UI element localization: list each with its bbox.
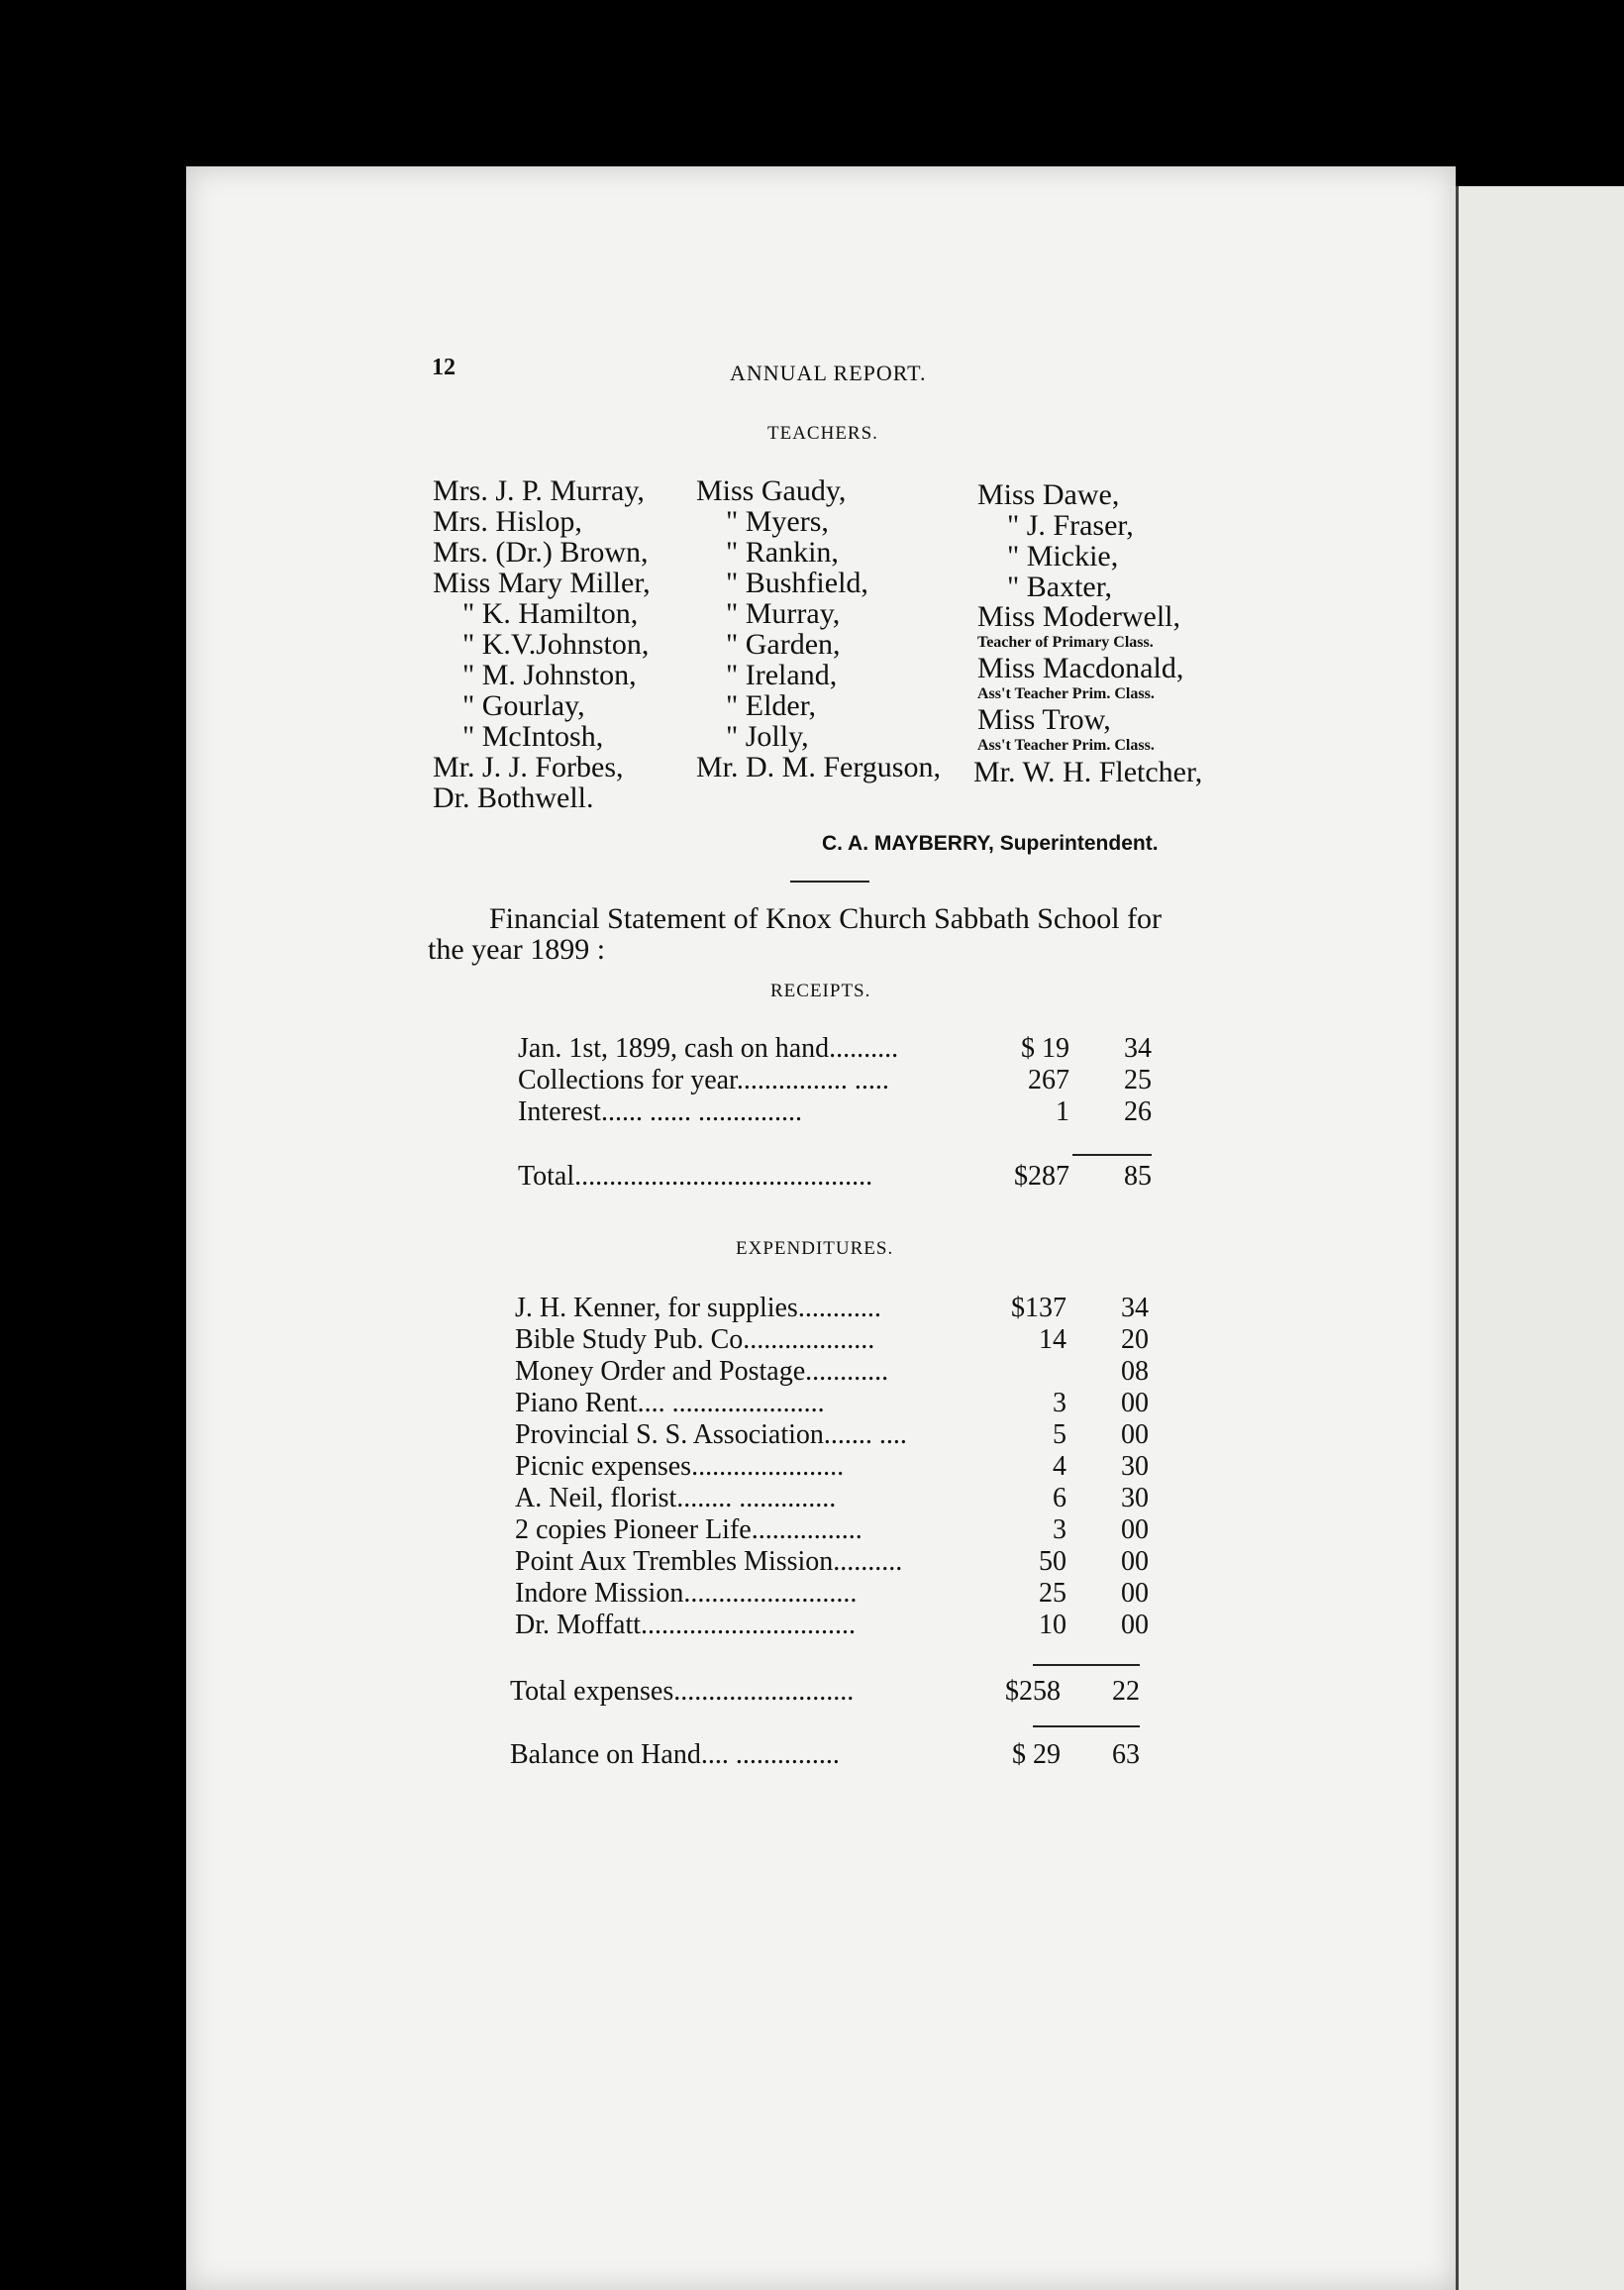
total-cents: 85	[1124, 1161, 1152, 1192]
teachers-column-1	[433, 475, 651, 813]
expenses-total-rule	[1033, 1664, 1140, 1666]
teacher-role: Teacher of Primary Class.	[977, 634, 1154, 651]
expenses-total	[510, 1676, 1140, 1708]
expenditure-cents: 20	[1121, 1324, 1149, 1355]
teacher-name: " Mickie,	[1007, 540, 1119, 572]
expenditures-heading: EXPENDITURES.	[736, 1238, 894, 1259]
teacher-name: " Elder,	[726, 689, 817, 722]
receipt-row	[518, 1065, 1152, 1096]
financial-intro-line-1: Financial Statement of Knox Church Sabbath School for	[489, 902, 1163, 935]
total-label: Total...........................................	[518, 1161, 873, 1192]
expenses-total-dollars: $258	[1005, 1676, 1061, 1707]
expenditure-row	[515, 1610, 1149, 1641]
expenses-total-label: Total expenses..........................	[510, 1676, 855, 1707]
teachers-column-2	[696, 475, 941, 782]
receipt-dollars: 267	[1028, 1065, 1069, 1095]
expenditure-dollars: 6	[1053, 1483, 1066, 1513]
expenditure-label: Picnic expenses......................	[515, 1451, 845, 1482]
expenditure-label: Piano Rent.... ......................	[515, 1388, 825, 1418]
receipts-heading: RECEIPTS.	[770, 981, 871, 1001]
expenditure-row	[515, 1451, 1149, 1483]
running-head: ANNUAL REPORT.	[730, 361, 927, 385]
right-page-edge	[1456, 186, 1624, 2290]
receipt-label: Collections for year................ .....	[518, 1065, 889, 1095]
teachers-heading: TEACHERS.	[767, 423, 878, 444]
teachers-column-3	[973, 478, 1203, 788]
teacher-name: " K.V.Johnston,	[462, 628, 650, 661]
expenditure-row	[515, 1419, 1149, 1451]
teacher-name: Miss Gaudy,	[696, 474, 847, 507]
receipt-cents: 25	[1124, 1065, 1152, 1095]
teacher-name: Mrs. J. P. Murray,	[433, 474, 645, 507]
expenditure-label: Bible Study Pub. Co...................	[515, 1324, 875, 1355]
teacher-name: Mrs. (Dr.) Brown,	[433, 536, 649, 569]
teacher-name: Miss Mary Miller,	[433, 567, 651, 599]
balance-label: Balance on Hand.... ...............	[510, 1739, 840, 1770]
teacher-name: " Myers,	[726, 505, 829, 538]
receipt-row	[518, 1033, 1152, 1065]
balance	[510, 1739, 1140, 1771]
section-divider	[790, 881, 869, 883]
teacher-name: " M. Johnston,	[462, 659, 637, 691]
expenditure-dollars: 3	[1053, 1388, 1066, 1418]
expenditure-dollars: $137	[1011, 1293, 1066, 1323]
expenditure-cents: 00	[1121, 1578, 1149, 1609]
teacher-name: Miss Macdonald,	[977, 652, 1184, 684]
superintendent-signature: C. A. MAYBERRY, Superintendent.	[822, 832, 1159, 855]
expenditure-row	[515, 1388, 1149, 1419]
teacher-name: " Baxter,	[1007, 571, 1113, 603]
teacher-name: " K. Hamilton,	[462, 597, 639, 630]
expenditure-label: Money Order and Postage............	[515, 1356, 889, 1387]
page-number: 12	[432, 355, 456, 380]
expenses-total-cents: 22	[1112, 1676, 1140, 1707]
expenditure-row	[515, 1578, 1149, 1610]
receipts-total	[518, 1161, 1152, 1193]
expenditure-dollars: 3	[1053, 1514, 1066, 1545]
balance-dollars: $ 29	[1012, 1739, 1061, 1770]
receipts-total-rule	[1072, 1154, 1152, 1156]
expenses-total-row	[510, 1676, 1140, 1708]
expenditure-row	[515, 1356, 1149, 1388]
financial-intro-line-2: the year 1899 :	[428, 933, 606, 966]
expenditure-cents: 34	[1121, 1293, 1149, 1323]
expenditure-cents: 00	[1121, 1610, 1149, 1640]
receipt-row	[518, 1096, 1152, 1128]
expenditure-row	[515, 1514, 1149, 1546]
receipt-dollars: $ 19	[1021, 1033, 1069, 1064]
expenditure-cents: 08	[1121, 1356, 1149, 1387]
expenditure-cents: 00	[1121, 1546, 1149, 1577]
expenditures-ledger	[515, 1293, 1149, 1641]
balance-cents: 63	[1112, 1739, 1140, 1770]
expenditure-cents: 00	[1121, 1514, 1149, 1545]
teacher-name: Mr. J. J. Forbes,	[433, 751, 624, 783]
teacher-name: " Gourlay,	[462, 689, 585, 722]
receipt-label: Jan. 1st, 1899, cash on hand..........	[518, 1033, 899, 1064]
expenditure-label: 2 copies Pioneer Life................	[515, 1514, 863, 1545]
total-dollars: $287	[1014, 1161, 1069, 1192]
teacher-name: " Jolly,	[726, 720, 809, 753]
expenditure-cents: 30	[1121, 1451, 1149, 1482]
teacher-name: " J. Fraser,	[1007, 509, 1134, 542]
expenditure-dollars: 25	[1039, 1578, 1066, 1609]
receipt-label: Interest...... ...... ...............	[518, 1096, 802, 1127]
expenditure-row	[515, 1324, 1149, 1356]
teacher-name: Mrs. Hislop,	[433, 505, 582, 538]
expenditure-dollars: 5	[1053, 1419, 1066, 1450]
expenditure-label: J. H. Kenner, for supplies............	[515, 1293, 881, 1323]
teacher-name: Miss Moderwell,	[977, 600, 1180, 633]
expenditure-dollars: 14	[1039, 1324, 1066, 1355]
teacher-role: Ass't Teacher Prim. Class.	[977, 685, 1155, 702]
expenditure-label: Point Aux Trembles Mission..........	[515, 1546, 903, 1577]
expenditure-label: Indore Mission.........................	[515, 1578, 858, 1609]
teacher-name: Mr. D. M. Ferguson,	[696, 751, 941, 783]
expenditure-cents: 30	[1121, 1483, 1149, 1513]
teacher-name: " McIntosh,	[462, 720, 604, 753]
expenditure-label: A. Neil, florist........ ..............	[515, 1483, 837, 1513]
expenditure-cents: 00	[1121, 1419, 1149, 1450]
expenditure-dollars: 50	[1039, 1546, 1066, 1577]
expenditure-dollars: 10	[1039, 1610, 1066, 1640]
teacher-name: Miss Trow,	[977, 703, 1111, 736]
receipt-dollars: 1	[1056, 1096, 1069, 1127]
teacher-name: " Murray,	[726, 597, 841, 630]
receipt-cents: 26	[1124, 1096, 1152, 1127]
teacher-name: Dr. Bothwell.	[433, 781, 594, 814]
teacher-name: " Garden,	[726, 628, 841, 661]
receipt-cents: 34	[1124, 1033, 1152, 1064]
teacher-name: " Rankin,	[726, 536, 839, 569]
teacher-name: Miss Dawe,	[977, 478, 1120, 511]
expenditure-cents: 00	[1121, 1388, 1149, 1418]
receipts-ledger	[518, 1033, 1152, 1128]
expenditure-label: Provincial S. S. Association....... ....	[515, 1419, 907, 1450]
expenditure-label: Dr. Moffatt...............................	[515, 1610, 857, 1640]
teacher-name: " Ireland,	[726, 659, 838, 691]
expenditure-row	[515, 1293, 1149, 1324]
expenditure-dollars: 4	[1053, 1451, 1066, 1482]
balance-rule	[1033, 1725, 1140, 1727]
receipts-total-row	[518, 1161, 1152, 1193]
expenditure-row	[515, 1483, 1149, 1514]
teacher-role: Ass't Teacher Prim. Class.	[977, 737, 1155, 754]
teacher-name: Mr. W. H. Fletcher,	[973, 756, 1203, 788]
expenditure-row	[515, 1546, 1149, 1578]
balance-row	[510, 1739, 1140, 1771]
teacher-name: " Bushfield,	[726, 567, 868, 599]
